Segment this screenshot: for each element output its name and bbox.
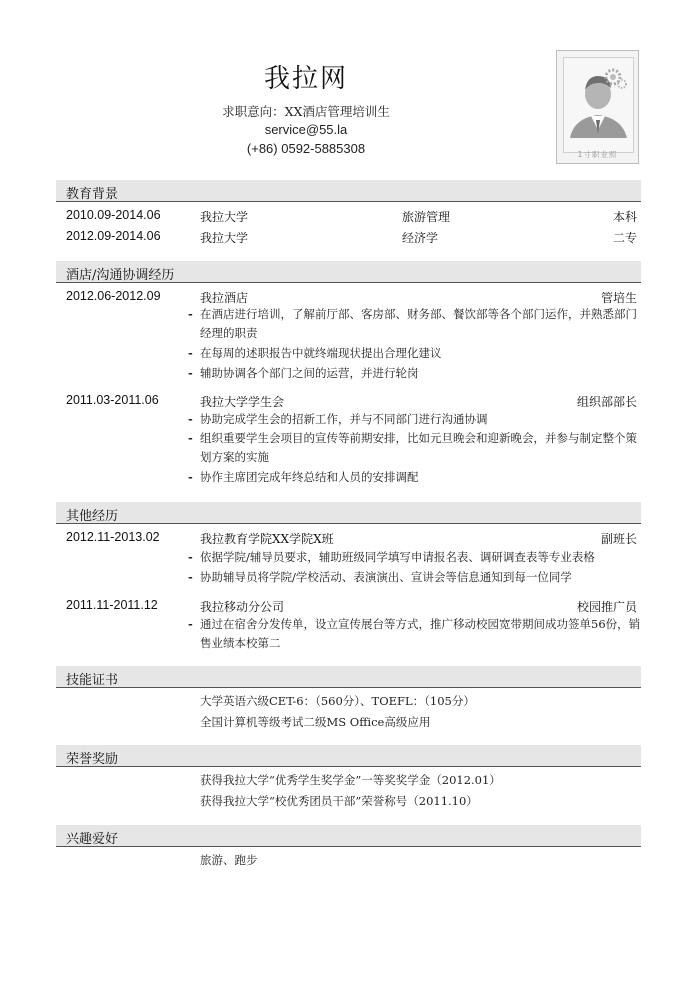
photo-placeholder [556,50,639,164]
section-other-experience [56,502,641,524]
entry-role: 副班长 [600,532,637,546]
hobby-item: 旅游、跑步 [200,853,258,867]
section-title: 其他经历 [66,509,119,524]
bullet-item: - 在酒店进行培训，了解前厅部、客房部、财务部、餐饮部等各个部门运作，并熟悉部门经理的职责 [188,307,637,340]
entry-date: 2012.06-2012.09 [66,289,161,303]
bullet-item: - 在每周的述职报告中就终端现状提出合理化建议 [188,346,442,360]
portrait-icon [563,57,634,153]
entry-org: 我拉移动分公司 [200,600,285,614]
skill-item: 全国计算机等级考试二级MS Office高级应用 [200,715,431,729]
candidate-name: 我拉网 [263,64,348,94]
section-skills [56,666,641,688]
entry-role: 组织部部长 [576,395,637,409]
edu-school: 我拉大学 [200,210,249,224]
entry-date: 2012.11-2013.02 [66,530,160,544]
photo-caption: 1寸职业照 [577,150,618,159]
edu-date: 2010.09-2014.06 [66,208,161,222]
edu-major: 经济学 [402,231,439,245]
bullet-item: - 辅助协调各个部门之间的运营，并进行轮岗 [188,366,419,380]
section-title: 技能证书 [66,673,119,688]
entry-org: 我拉大学学生会 [200,395,285,409]
entry-org: 我拉酒店 [200,291,249,305]
entry-role: 校园推广员 [576,600,637,614]
edu-school: 我拉大学 [200,231,249,245]
entry-date: 2011.03-2011.06 [66,393,159,407]
bullet-item: - 协助辅导员将学院/学校活动、表演演出、宣讲会等信息通知到每一位同学 [188,570,572,584]
edu-degree: 二专 [612,231,637,245]
bullet-item: - 协助完成学生会的招新工作，并与不同部门进行沟通协调 [188,412,488,426]
honor-item: 获得我拉大学“校优秀团员干部”荣誉称号（2011.10） [200,794,478,808]
entry-org: 我拉教育学院XX学院X班 [200,532,334,546]
section-title: 兴趣爱好 [66,832,119,847]
entry-date: 2011.11-2011.12 [66,598,158,612]
section-education [56,180,641,202]
skill-item: 大学英语六级CET-6：（560分）、TOEFL：（105分） [200,694,475,708]
section-hobbies [56,825,641,847]
job-objective: 求职意向：XX酒店管理培训生 [222,104,390,119]
honor-item: 获得我拉大学“优秀学生奖学金”一等奖奖学金（2012.01） [200,773,501,787]
section-title: 酒店/沟通协调经历 [66,268,175,283]
email: service@55.la [264,122,348,137]
section-hotel-experience [56,261,641,283]
section-honors [56,745,641,767]
bullet-item: - 组织重要学生会项目的宣传等前期安排，比如元旦晚会和迎新晚会，并参与制定整个策划方案的实施 [188,431,637,464]
phone: (+86) 0592-5885308 [246,141,366,156]
entry-role: 管培生 [600,291,637,305]
bullet-item: - 协作主席团完成年终总结和人员的安排调配 [188,470,419,484]
bullet-item: - 通过在宿舍分发传单，设立宣传展台等方式，推广移动校园宽带期间成功签单56份，销售业绩本校第二 [188,617,641,650]
edu-date: 2012.09-2014.06 [66,229,161,243]
bullet-item: - 依据学院/辅导员要求，辅助班级同学填写申请报名表、调研调查表等专业表格 [188,550,595,564]
edu-major: 旅游管理 [402,210,451,224]
section-title: 教育背景 [66,187,119,202]
section-title: 荣誉奖励 [66,752,119,767]
edu-degree: 本科 [612,210,637,224]
